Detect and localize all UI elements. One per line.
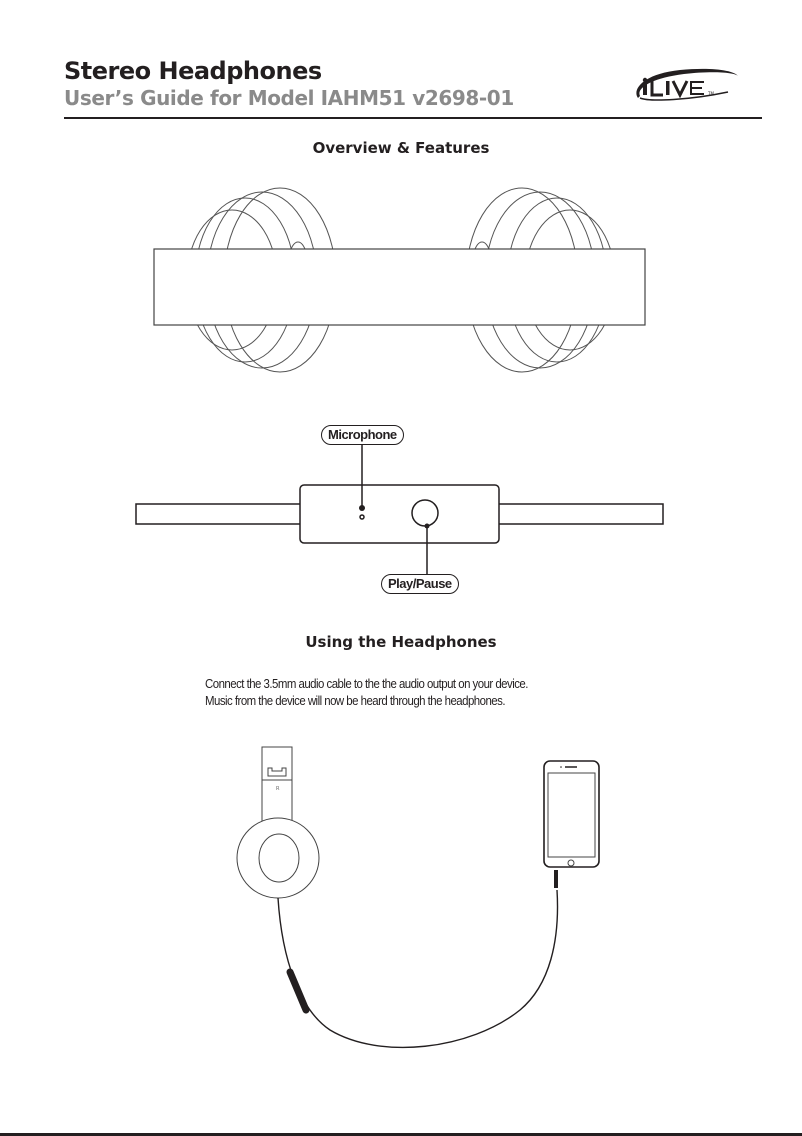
document-subtitle: User’s Guide for Model IAHM51 v2698-01 — [64, 86, 514, 110]
svg-text:TM: TM — [708, 91, 714, 96]
instruction-line-1: Connect the 3.5mm audio cable to the the audio output on your device. — [205, 676, 528, 691]
earcup-r-marker: R — [276, 786, 280, 792]
instruction-line-2: Music from the device will now be heard through the headphones. — [205, 693, 505, 708]
play-pause-callout: Play/Pause — [381, 574, 459, 594]
microphone-callout: Microphone — [321, 425, 404, 445]
using-heading: Using the Headphones — [305, 633, 497, 651]
headphones-top-view-illustration — [0, 180, 802, 410]
overview-heading: Overview & Features — [312, 139, 490, 157]
instructions-paragraph — [205, 675, 528, 709]
ilive-logo — [630, 62, 742, 106]
connection-illustration — [0, 740, 802, 1080]
document-title: Stereo Headphones — [64, 57, 322, 85]
ilive-logo-icon — [630, 62, 742, 106]
header-divider — [64, 117, 762, 119]
